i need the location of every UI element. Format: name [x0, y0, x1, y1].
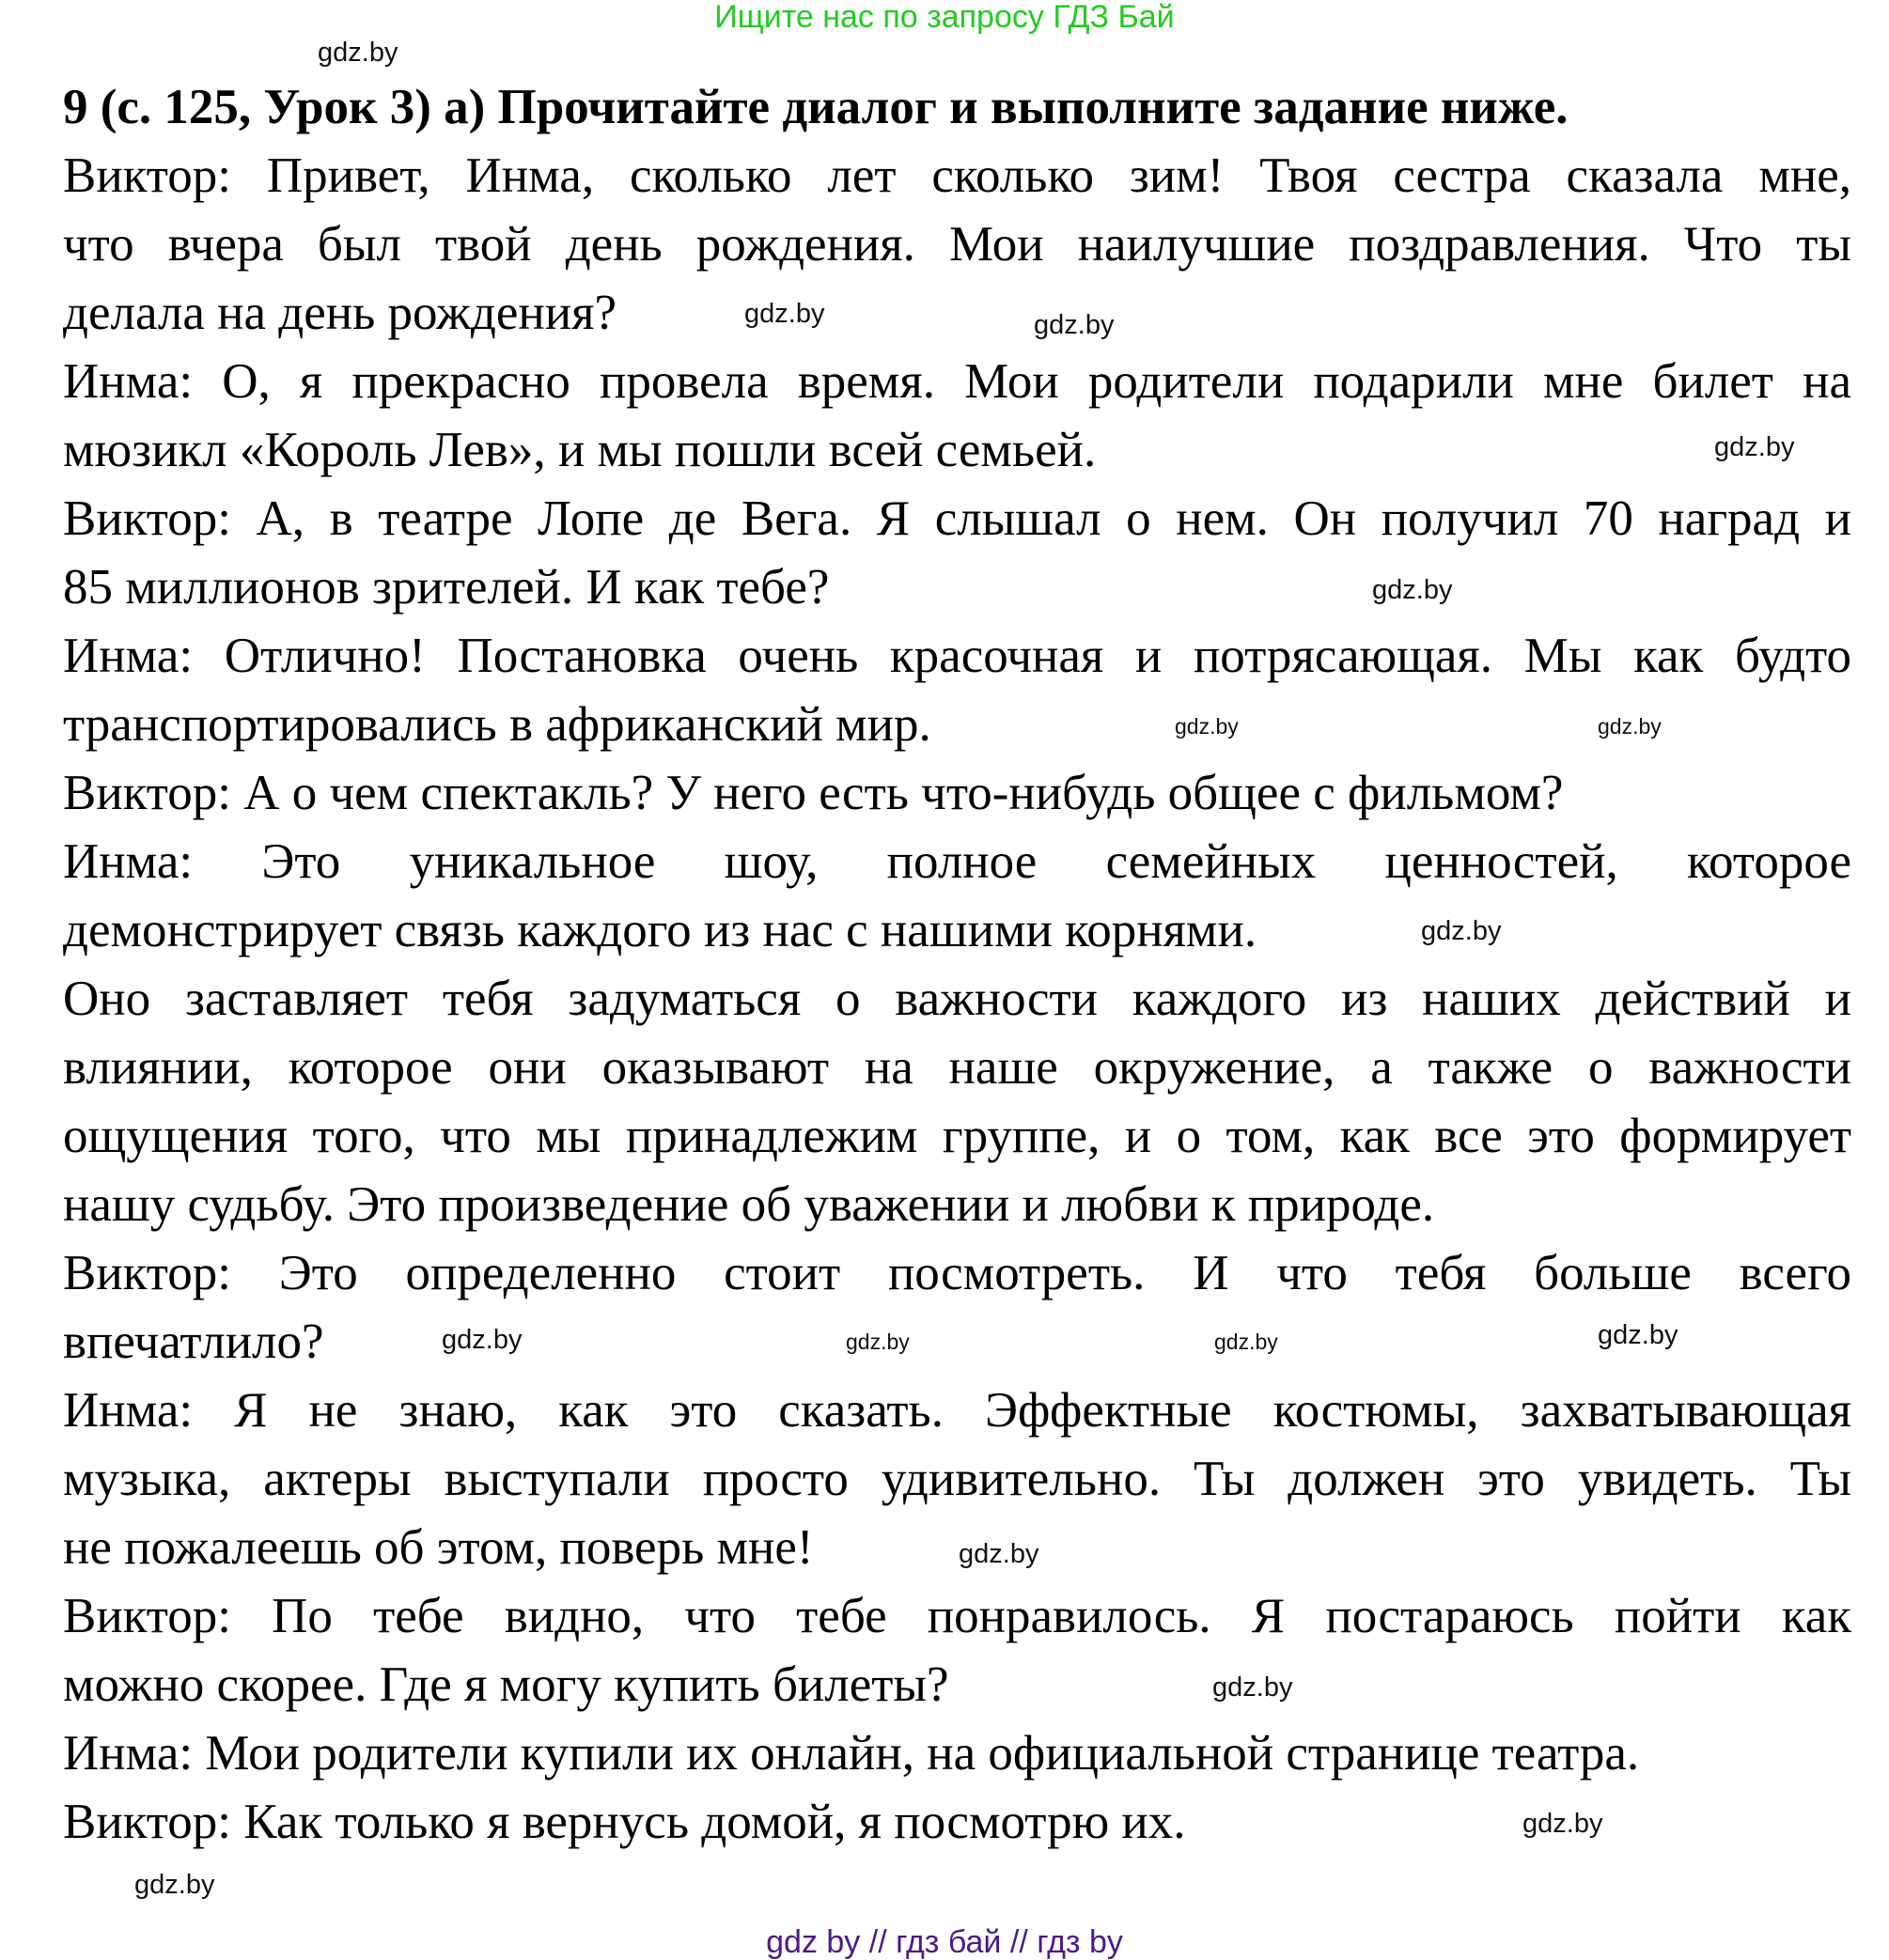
watermark-text: gdz.by	[1522, 1809, 1603, 1839]
dialog-line: Инма: О, я прекрасно провела время. Мои родители подарили мне билет на	[63, 354, 1851, 409]
search-hint-banner: Ищите нас по запросу ГДЗ Бай	[714, 0, 1175, 35]
watermark-text: gdz.by	[1212, 1672, 1293, 1703]
dialog-line: Оно заставляет тебя задуматься о важности каждого из наших действий и	[63, 972, 1851, 1026]
watermark-text: gdz.by	[846, 1330, 910, 1354]
dialog-line: Инма: Я не знаю, как это сказать. Эффектные костюмы, захватывающая	[63, 1383, 1851, 1438]
dialog-line: Виктор: По тебе видно, что тебе понравилось. Я постараюсь пойти как	[63, 1589, 1851, 1643]
dialog-line: нашу судьбу. Это произведение об уважении и любви к природе.	[63, 1177, 1435, 1232]
dialog-line: не пожалеешь об этом, поверь мне!	[63, 1520, 814, 1575]
dialog-line: демонстрирует связь каждого из нас с нашими корнями.	[63, 903, 1257, 957]
dialog-line: 85 миллионов зрителей. И как тебе?	[63, 560, 830, 614]
watermark-text: gdz.by	[1598, 714, 1662, 739]
dialog-line: что вчера был твой день рождения. Мои наилучшие поздравления. Что ты	[63, 217, 1851, 272]
dialog-line: Виктор: А, в театре Лопе де Вега. Я слышал о нем. Он получил 70 наград и	[63, 491, 1851, 546]
watermark-text: gdz.by	[959, 1539, 1039, 1569]
dialog-line: Инма: Отлично! Постановка очень красочная и потрясающая. Мы как будто	[63, 629, 1851, 683]
watermark-text: gdz.by	[442, 1325, 523, 1355]
watermark-text: gdz.by	[1372, 575, 1453, 605]
dialog-line: Виктор: Как только я вернусь домой, я посмотрю их.	[63, 1795, 1186, 1849]
watermark-text: gdz.by	[1421, 916, 1502, 946]
dialog-line: Виктор: Привет, Инма, сколько лет сколько зим! Твоя сестра сказала мне,	[63, 148, 1851, 203]
watermark-text: gdz.by	[318, 38, 398, 68]
dialog-line: влиянии, которое они оказывают на наше окружение, а также о важности	[63, 1040, 1851, 1095]
exercise-title: 9 (с. 125, Урок 3) а) Прочитайте диалог и выполните задание ниже.	[63, 80, 1569, 134]
watermark-text: gdz.by	[1598, 1320, 1678, 1350]
footer-links[interactable]: gdz by // гдз бай // гдз by	[766, 1924, 1123, 1960]
watermark-text: gdz.by	[134, 1870, 215, 1900]
watermark-text: gdz.by	[1175, 714, 1239, 739]
dialog-line: впечатлило?	[63, 1314, 324, 1369]
dialog-line: Инма: Мои родители купили их онлайн, на официальной странице театра.	[63, 1726, 1640, 1781]
dialog-line: Виктор: А о чем спектакль? У него есть что-нибудь общее с фильмом?	[63, 766, 1564, 820]
dialog-line: можно скорее. Где я могу купить билеты?	[63, 1657, 949, 1712]
watermark-text: gdz.by	[1714, 432, 1795, 462]
watermark-text: gdz.by	[744, 299, 825, 329]
watermark-text: gdz.by	[1214, 1330, 1278, 1354]
dialog-line: мюзикл «Король Лев», и мы пошли всей семьей.	[63, 423, 1097, 477]
dialog-line: музыка, актеры выступали просто удивительно. Ты должен это увидеть. Ты	[63, 1452, 1851, 1506]
dialog-line: ощущения того, что мы принадлежим группе, и о том, как все это формирует	[63, 1109, 1851, 1163]
watermark-text: gdz.by	[1034, 310, 1115, 340]
dialog-line: транспортировались в африканский мир.	[63, 697, 931, 752]
dialog-line: делала на день рождения?	[63, 286, 617, 340]
dialog-line: Виктор: Это определенно стоит посмотреть. И что тебя больше всего	[63, 1246, 1851, 1300]
dialog-line: Инма: Это уникальное шоу, полное семейных ценностей, которое	[63, 834, 1851, 889]
